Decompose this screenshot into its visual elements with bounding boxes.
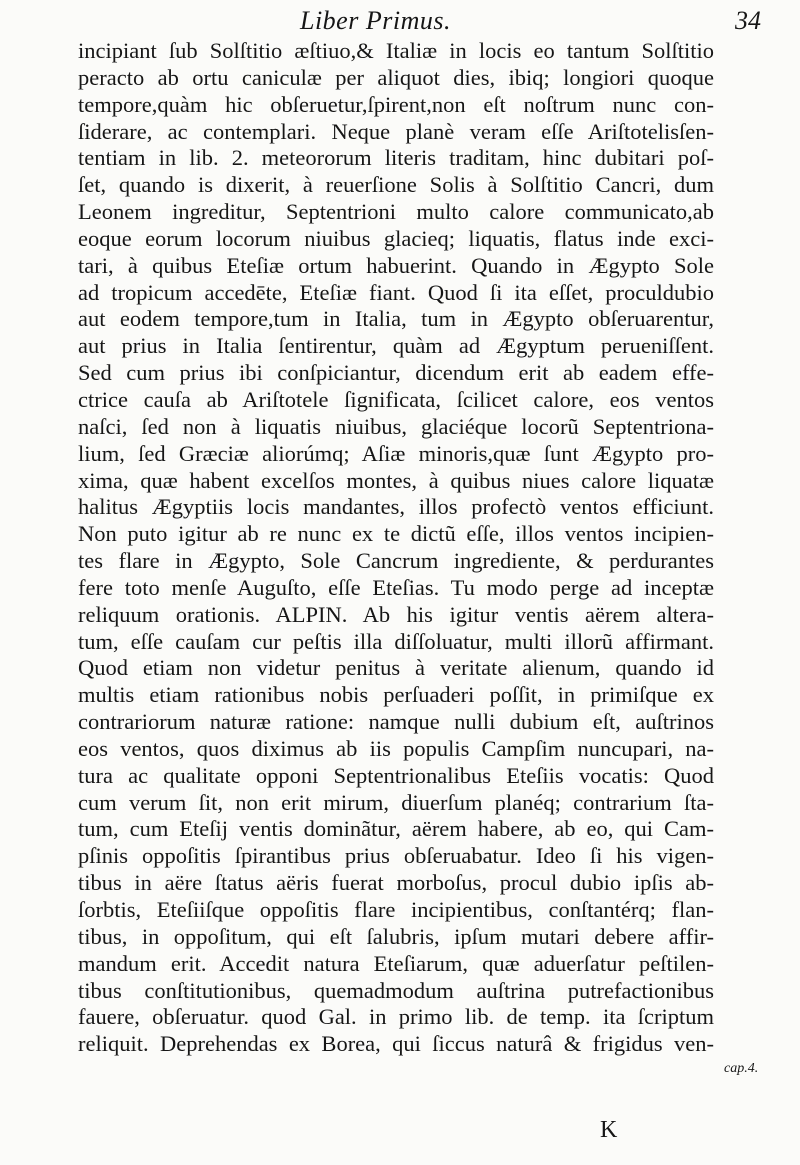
text-line: halitus Ægyptiis locis mandantes, illos profectò ventos efficiunt. [78,494,714,520]
text-line: ctrice cauſa ab Ariſtotele ſignificata, ſcilicet calore, eos ventos [78,386,714,412]
running-title: Liber Primus. [300,6,451,35]
text-line: tibus in aëre ſtatus aëris fuerat morboſus, procul dubio ipſis ab- [78,870,714,896]
text-line: lium, ſed Græciæ aliorúmq; Aſiæ minoris,quæ ſunt Ægypto pro- [78,440,714,466]
text-line: tentiam in lib. 2. meteororum literis traditam, hinc dubitari poſ- [78,145,714,171]
text-line: peracto ab ortu caniculæ per aliquot dies, ibiq; longiori quoque [78,64,714,90]
text-line: tura ac qualitate opponi Septentrionalibus Eteſiis vocatis: Quod [78,762,714,788]
text-line: reliquum orationis. ALPIN. Ab his igitur ventis aërem altera- [78,601,714,627]
text-line: Non puto igitur ab re nunc ex te dictũ eſſe, illos ventos incipien- [78,521,714,547]
text-line: ad tropicum accedēte, Eteſiæ fiant. Quod ſi ita eſſet, proculdubio [78,279,714,305]
text-line: aut eodem tempore,tum in Italia, tum in Ægypto obſeruarentur, [78,306,714,332]
text-line: fauere, obſeruatur. quod Gal. in primo lib. de temp. ita ſcriptum [78,1004,714,1030]
text-line: contrariorum naturæ ratione: namque nulli dubium eſt, auſtrinos [78,709,714,735]
body-text [78,38,714,1058]
text-line: aut prius in Italia ſentirentur, quàm ad Ægyptum perueniſſent. [78,333,714,359]
text-line: xima, quæ habent excelſos montes, à quibus niues calore liquatæ [78,467,714,493]
signature-mark: K [600,1117,618,1143]
margin-note: cap.4. [724,1061,759,1076]
text-line: Sed cum prius ibi conſpiciantur, dicendum erit ab eadem effe- [78,360,714,386]
text-line: multis etiam rationibus nobis perſuaderi poſſit, in primiſque ex [78,682,714,708]
text-line: eos ventos, quos diximus ab iis populis Campſim nuncupari, na- [78,735,714,761]
running-head [0,4,800,38]
text-line: tes flare in Ægypto, Sole Cancrum ingrediente, & perdurantes [78,548,714,574]
text-line: Leonem ingreditur, Septentrioni multo calore communicato,ab [78,199,714,225]
text-line: tibus conſtitutionibus, quemadmodum auſtrina putrefactionibus [78,977,714,1003]
text-line: tari, à quibus Eteſiæ ortum habuerint. Quando in Ægypto Sole [78,252,714,278]
text-line: fere toto menſe Auguſto, eſſe Eteſias. Tu modo perge ad inceptæ [78,574,714,600]
page-number: 34 [735,6,761,35]
text-line: reliquit. Deprehendas ex Borea, qui ſiccus naturâ & frigidus ven- [78,1031,714,1057]
text-line: mandum erit. Accedit natura Eteſiarum, quæ aduerſatur peſtilen- [78,950,714,976]
text-line: ſiderare, ac contemplari. Neque planè veram eſſe Ariſtotelisſen- [78,118,714,144]
text-line: incipiant ſub Solſtitio æſtiuo,& Italiæ in locis eo tantum Solſtitio [78,38,714,63]
text-line: ſet, quando is dixerit, à reuerſione Solis à Solſtitio Cancri, dum [78,172,714,198]
text-line: naſci, ſed non à liquatis niuibus, glaciéque locorũ Septentriona- [78,413,714,439]
text-line: Quod etiam non videtur penitus à veritate alienum, quando id [78,655,714,681]
text-line: tum, cum Eteſij ventis dominãtur, aërem habere, ab eo, qui Cam- [78,816,714,842]
text-line: tempore,quàm hic obſeruetur,ſpirent,non eſt noſtrum nunc con- [78,91,714,117]
text-line: pſinis oppoſitis ſpirantibus prius obſeruabatur. Ideo ſi his vigen- [78,843,714,869]
text-line: tum, eſſe cauſam cur peſtis illa diſſoluatur, multi illorũ affirmant. [78,628,714,654]
text-line: cum verum ſit, non erit mirum, diuerſum planéq; contrarium ſta- [78,789,714,815]
text-line: eoque eorum locorum niuibus glacieq; liquatis, flatus inde exci- [78,225,714,251]
text-line: tibus, in oppoſitum, qui eſt ſalubris, ipſum mutari debere affir- [78,923,714,949]
text-line: ſorbtis, Eteſiiſque oppoſitis flare incipientibus, conſtantérq; flan- [78,897,714,922]
